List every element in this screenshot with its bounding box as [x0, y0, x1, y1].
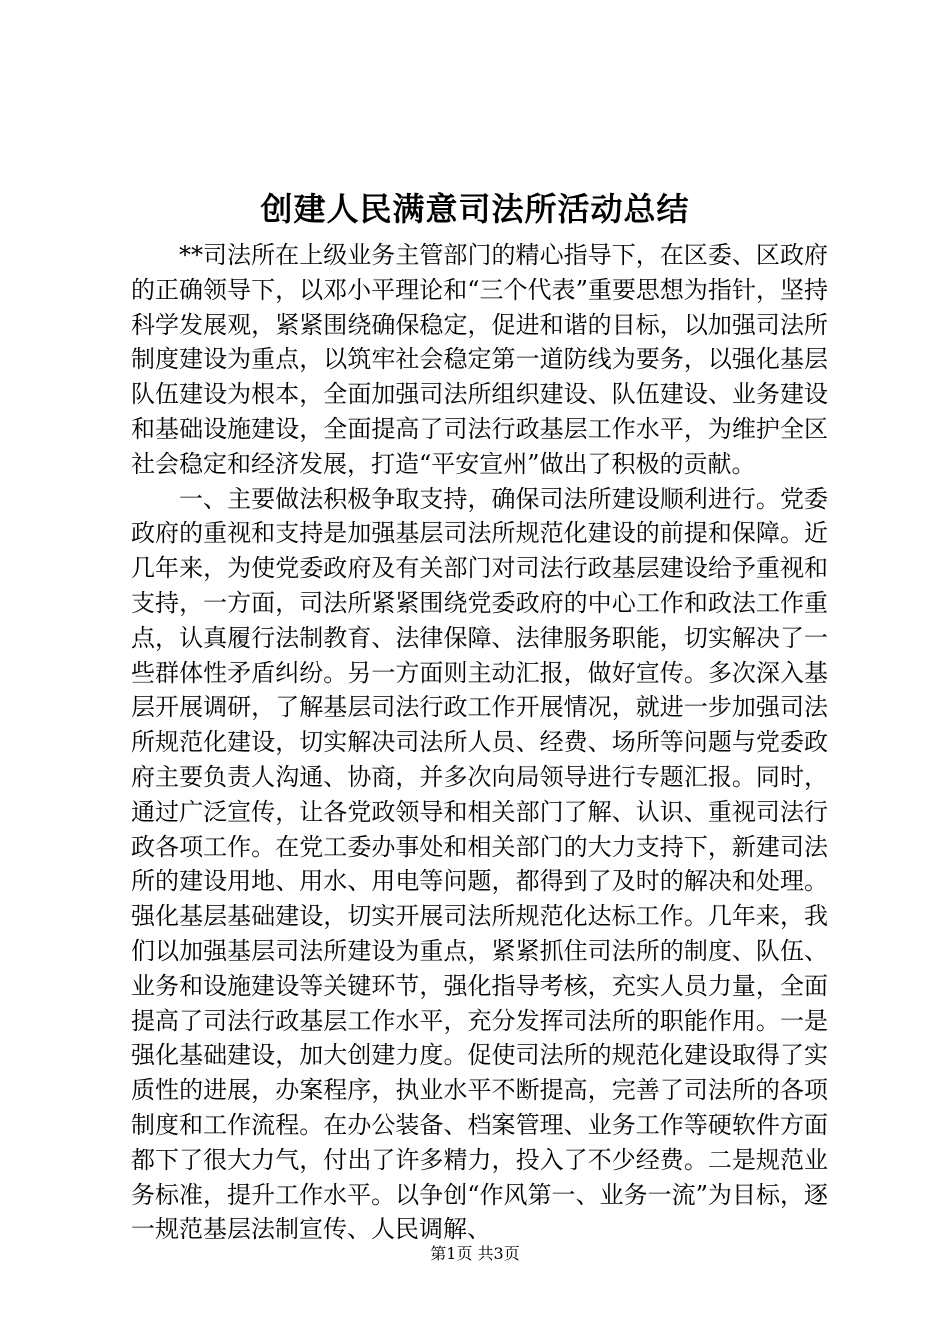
document-body — [131, 238, 828, 1247]
paragraph-intro: **司法所在上级业务主管部门的精心指导下，在区委、区政府的正确领导下，以邓小平理论和“三个代表”重要思想为指针，坚持科学发展观，紧紧围绕确保稳定，促进和谐的目标，以加强司法所制度建设为重点，以筑牢社会稳定第一道防线为要务，以强化基层队伍建设为根本，全面加强司法所组织建设、队伍建设、业务建设和基础设施建设，全面提高了司法行政基层工作水平，为维护全区社会稳定和经济发展，打造“平安宣州”做出了积极的贡献。 — [131, 241, 828, 478]
paragraph-main-practice: 一、主要做法积极争取支持，确保司法所建设顺利进行。党委政府的重视和支持是加强基层司法所规范化建设的前提和保障。近几年来，为使党委政府及有关部门对司法行政基层建设给予重视和支持，一方面，司法所紧紧围绕党委政府的中心工作和政法工作重点，认真履行法制教育、法律保障、法律服务职能，切实解决了一些群体性矛盾纠纷。另一方面则主动汇报，做好宣传。多次深入基层开展调研，了解基层司法行政工作开展情况，就进一步加强司法所规范化建设，切实解决司法所人员、经费、场所等问题与党委政府主要负责人沟通、协商，并多次向局领导进行专题汇报。同时，通过广泛宣传，让各党政领导和相关部门了解、认识、重视司法行政各项工作。在党工委办事处和相关部门的大力支持下，新建司法所的建设用地、用水、用电等问题，都得到了及时的解决和处理。强化基层基础建设，切实开展司法所规范化达标工作。几年来，我们以加强基层司法所建设为重点，紧紧抓住司法所的制度、队伍、业务和设施建设等关键环节，强化指导考核，充实人员力量，全面提高了司法行政基层工作水平，充分发挥司法所的职能作用。一是强化基础建设，加大创建力度。促使司法所的规范化建设取得了实质性的进展，办案程序，执业水平不断提高，完善了司法所的各项制度和工作流程。在办公装备、档案管理、业务工作等硬软件方面都下了很大力气，付出了许多精力，投入了不少经费。二是规范业务标准，提升工作水平。以争创“作风第一、业务一流”为目标，逐一规范基层法制宣传、人民调解、 — [131, 484, 828, 1244]
page-number-footer: 第1页 共3页 — [430, 1244, 520, 1263]
document-title: 创建人民满意司法所活动总结 — [260, 190, 690, 228]
